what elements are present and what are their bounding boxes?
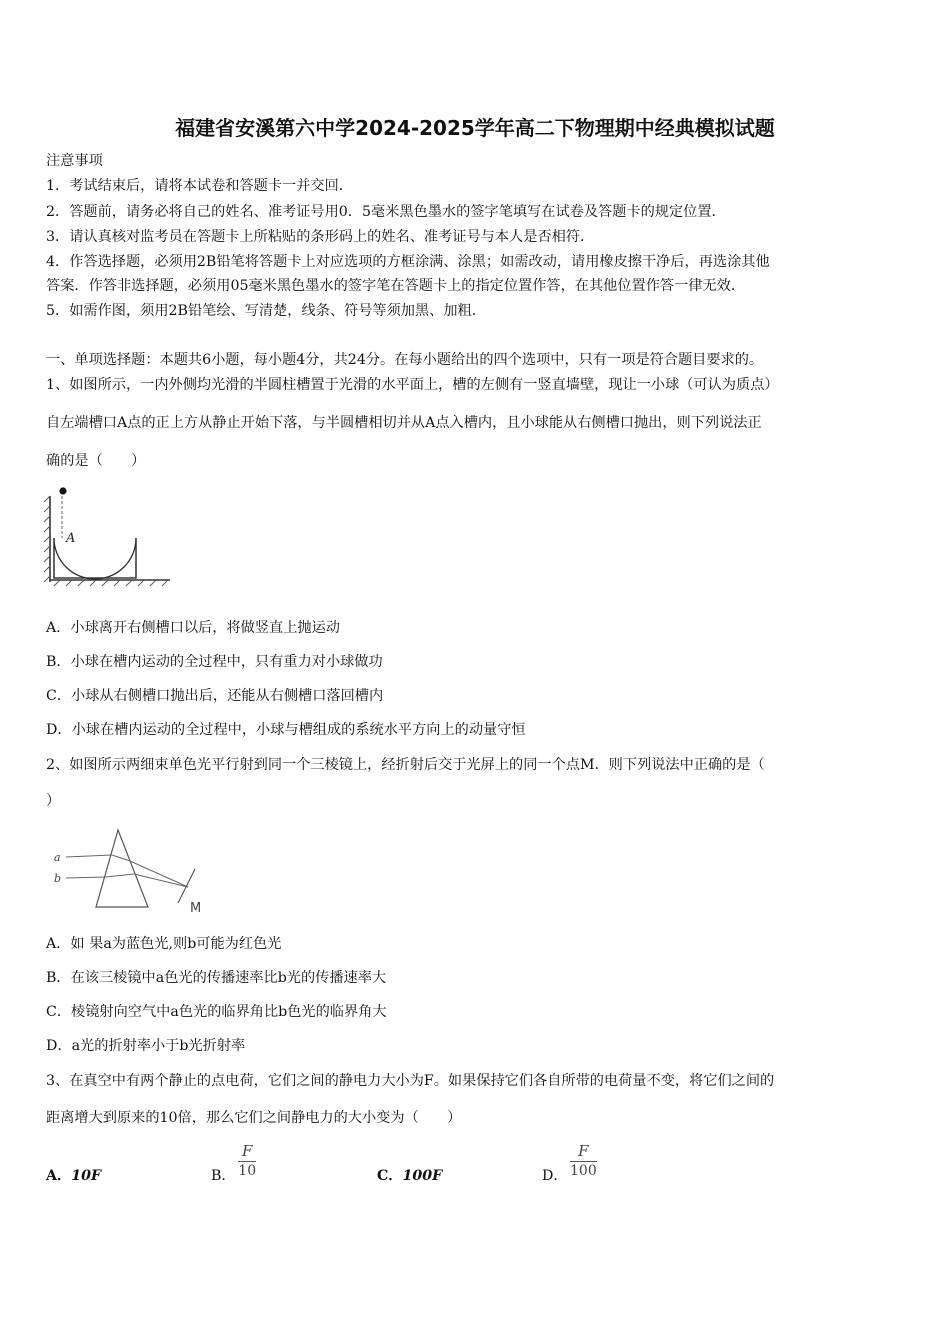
option-c: C．棱镜射向空气中a色光的临界角比b色光的临界角大 bbox=[46, 1004, 387, 1020]
notice-item: 5．如需作图，须用2B铅笔绘、写清楚，线条、符号等须加黑、加粗． bbox=[46, 303, 486, 319]
option-a: A．小球离开右侧槽口以后，将做竖直上抛运动 bbox=[46, 620, 340, 636]
option-b-label: B． bbox=[211, 1168, 236, 1184]
option-d-label: D． bbox=[542, 1168, 568, 1184]
question-3-text: 距离增大到原来的10倍，那么它们之间静电力的大小变为（ ） bbox=[46, 1110, 462, 1126]
option-b: B．在该三棱镜中a色光的传播速率比b光的传播速率大 bbox=[46, 970, 387, 986]
half-cylinder-groove-figure bbox=[40, 482, 175, 590]
notice-item: 4．作答选择题，必须用2B铅笔将答题卡上对应选项的方框涂满、涂黑；如需改动，请用橡皮擦干净后，再选涂其他 bbox=[46, 254, 770, 270]
ray-b-label: b bbox=[54, 872, 62, 885]
page-title: 福建省安溪第六中学2024-2025学年高二下物理期中经典模拟试题 bbox=[175, 116, 775, 140]
point-m-label: M bbox=[190, 901, 202, 916]
question-1-text: 确的是（ ） bbox=[46, 453, 146, 469]
notice-item: 2．答题前，请务必将自己的姓名、准考证号用0．5毫米黑色墨水的签字笔填写在试卷及答题卡的规定位置． bbox=[46, 204, 726, 220]
fraction-denominator: 10 bbox=[238, 1163, 257, 1179]
option-c-label: C． bbox=[377, 1168, 403, 1184]
option-d: D．小球在槽内运动的全过程中，小球与槽组成的系统水平方向上的动量守恒 bbox=[46, 722, 526, 738]
fraction-numerator: F bbox=[570, 1142, 597, 1162]
point-a-label: A bbox=[66, 531, 76, 546]
notice-item: 答案．作答非选择题，必须用05毫米黑色墨水的签字笔在答题卡上的指定位置作答，在其他位置作答一律无效． bbox=[46, 278, 746, 294]
option-c bbox=[377, 1166, 442, 1186]
question-1-text: 自左端槽口A点的正上方从静止开始下落，与半圆槽相切并从A点入槽内，且小球能从右侧槽口抛出，则下列说法正 bbox=[46, 415, 762, 431]
question-2-text: 2、如图所示两细束单色光平行射到同一个三棱镜上，经折射后交于光屏上的同一个点M．则下列说法中正确的是（ bbox=[46, 757, 765, 773]
notice-heading: 注意事项 bbox=[46, 153, 103, 169]
notice-item: 3．请认真核对监考员在答题卡上所粘贴的条形码上的姓名、准考证号与本人是否相符． bbox=[46, 229, 595, 245]
option-a: A．如 果a为蓝色光,则b可能为红色光 bbox=[46, 936, 282, 952]
question-3-text: 3、在真空中有两个静止的点电荷，它们之间的静电力大小为F。如果保持它们各自所带的电荷量不变，将它们之间的 bbox=[46, 1073, 775, 1089]
prism-figure bbox=[50, 825, 215, 917]
question-1-text: 1、如图所示，一内外侧均光滑的半圆柱槽置于光滑的水平面上，槽的左侧有一竖直墙壁，现让一小球（可认为质点） bbox=[46, 377, 779, 393]
option-c: C．小球从右侧槽口抛出后，还能从右侧槽口落回槽内 bbox=[46, 688, 384, 704]
notice-item: 1．考试结束后，请将本试卷和答题卡一并交回． bbox=[46, 178, 353, 194]
option-c-value: 100F bbox=[402, 1168, 443, 1184]
section-heading: 一、单项选择题：本题共6小题，每小题4分，共24分。在每小题给出的四个选项中，只有一项是符合题目要求的。 bbox=[46, 352, 764, 368]
option-d-fraction bbox=[570, 1142, 597, 1179]
option-a-label: A． bbox=[46, 1168, 72, 1184]
option-b-fraction bbox=[238, 1142, 256, 1179]
question-2-text: ） bbox=[46, 793, 61, 809]
fraction-denominator: 100 bbox=[570, 1163, 597, 1179]
option-d: D．a光的折射率小于b光折射率 bbox=[46, 1038, 246, 1054]
ray-a-label: a bbox=[54, 851, 61, 864]
option-a bbox=[46, 1166, 101, 1186]
option-b: B．小球在槽内运动的全过程中，只有重力对小球做功 bbox=[46, 654, 383, 670]
fraction-numerator: F bbox=[238, 1142, 256, 1162]
option-a-value: 10F bbox=[71, 1168, 102, 1184]
